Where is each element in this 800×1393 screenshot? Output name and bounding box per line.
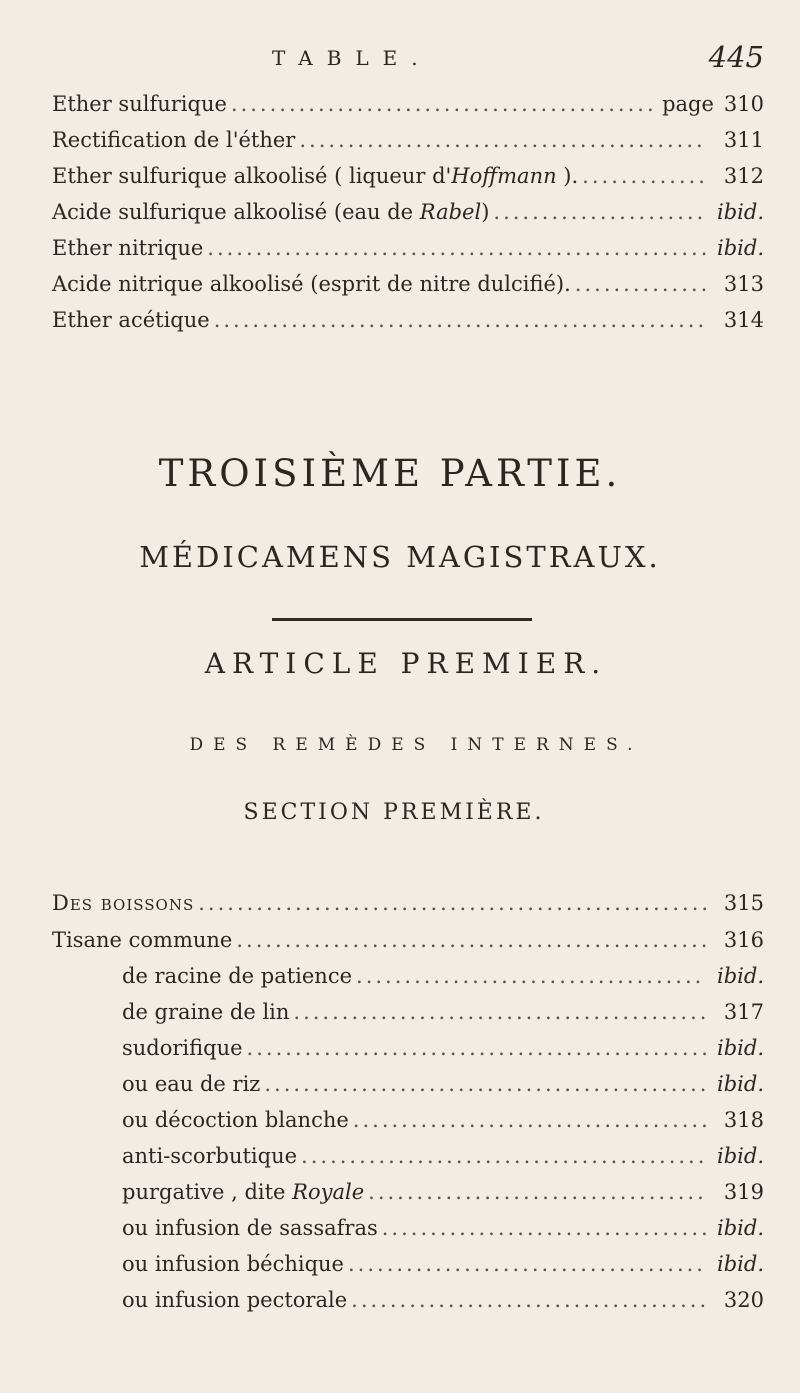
dot-leader xyxy=(368,1174,706,1210)
toc-page-ref: 314 xyxy=(723,308,764,332)
part-subheading: MÉDICAMENS MAGISTRAUX. xyxy=(139,540,661,574)
dot-leader xyxy=(198,885,706,921)
toc-page-ref: ibid. xyxy=(717,1144,764,1168)
toc-entry: Rectification de l'éther ..... 311 xyxy=(52,122,764,158)
dot-leader xyxy=(207,230,706,266)
toc-page-ref: ibid. xyxy=(717,1216,764,1240)
toc-page-ref: ibid. xyxy=(717,236,764,260)
dot-leader xyxy=(353,1102,706,1138)
dot-leader xyxy=(293,994,706,1030)
page-word: page xyxy=(662,92,714,116)
toc-entry: Ether nitrique ..... ibid. xyxy=(52,230,764,266)
toc-page-ref: ibid. xyxy=(717,964,764,988)
toc-entry: purgative , dite Royale ..... 319 xyxy=(122,1174,764,1210)
dot-leader xyxy=(351,1282,706,1318)
running-head xyxy=(0,40,800,80)
toc-page-ref: 315 xyxy=(723,891,764,915)
toc-entry: Ether sulfurique alkoolisé ( liqueur d'Hoffmann ). ..... 312 xyxy=(52,158,764,194)
toc-page-ref: 319 xyxy=(723,1180,764,1204)
toc-page-ref: 318 xyxy=(723,1108,764,1132)
toc-entry: de racine de patience ..... ibid. xyxy=(122,958,764,994)
toc-entry: Des boissons ..... 315 xyxy=(52,885,764,921)
toc-entry: ou infusion pectorale ..... 320 xyxy=(122,1282,764,1318)
toc-entry: ou décoction blanche ..... 318 xyxy=(122,1102,764,1138)
section-heading: SECTION PREMIÈRE. xyxy=(243,800,545,825)
toc-page-ref: 310 xyxy=(723,92,764,116)
dot-leader xyxy=(264,1066,706,1102)
toc-page-ref: ibid. xyxy=(717,200,764,224)
page-number: 445 xyxy=(708,40,764,74)
toc-entry: Ether sulfurique ..... page 310 xyxy=(52,86,764,122)
running-head-title: TABLE. xyxy=(272,46,432,70)
toc-entry: Acide sulfurique alkoolisé (eau de Rabel) ..... ibid. xyxy=(52,194,764,230)
toc-entry: Tisane commune ..... 316 xyxy=(52,922,764,958)
part-heading: TROISIÈME PARTIE. xyxy=(158,452,622,495)
toc-page-ref: 311 xyxy=(723,128,764,152)
toc-entry: sudorifique ..... ibid. xyxy=(122,1030,764,1066)
dot-leader xyxy=(214,302,706,338)
toc-page-ref: 316 xyxy=(723,928,764,952)
dot-leader xyxy=(231,86,658,122)
dot-leader xyxy=(582,158,706,194)
dot-leader xyxy=(382,1210,706,1246)
toc-entry: Ether acétique ..... 314 xyxy=(52,302,764,338)
article-subheading: DES REMÈDES INTERNES. xyxy=(189,735,643,755)
dot-leader xyxy=(299,122,706,158)
toc-entry: Acide nitrique alkoolisé (esprit de nitre dulcifié). ..... 313 xyxy=(52,266,764,302)
toc-page-ref: 320 xyxy=(723,1288,764,1312)
dot-leader xyxy=(236,922,706,958)
toc-page-ref: 313 xyxy=(723,272,764,296)
toc-page-ref: 312 xyxy=(723,164,764,188)
divider-rule xyxy=(272,618,532,621)
toc-entry: anti-scorbutique ..... ibid. xyxy=(122,1138,764,1174)
article-heading: ARTICLE PREMIER. xyxy=(204,647,608,680)
toc-entry: ou eau de riz ..... ibid. xyxy=(122,1066,764,1102)
dot-leader xyxy=(247,1030,706,1066)
toc-page-ref: ibid. xyxy=(717,1036,764,1060)
dot-leader xyxy=(348,1246,706,1282)
toc-page-ref: ibid. xyxy=(717,1072,764,1096)
toc-page-ref: ibid. xyxy=(717,1252,764,1276)
toc-entry: ou infusion de sassafras ..... ibid. xyxy=(122,1210,764,1246)
toc-page-ref: 317 xyxy=(723,1000,764,1024)
dot-leader xyxy=(493,194,706,230)
toc-entry: de graine de lin ..... 317 xyxy=(122,994,764,1030)
dot-leader xyxy=(356,958,706,994)
dot-leader xyxy=(575,266,706,302)
toc-entry: ou infusion béchique ..... ibid. xyxy=(122,1246,764,1282)
dot-leader xyxy=(301,1138,706,1174)
